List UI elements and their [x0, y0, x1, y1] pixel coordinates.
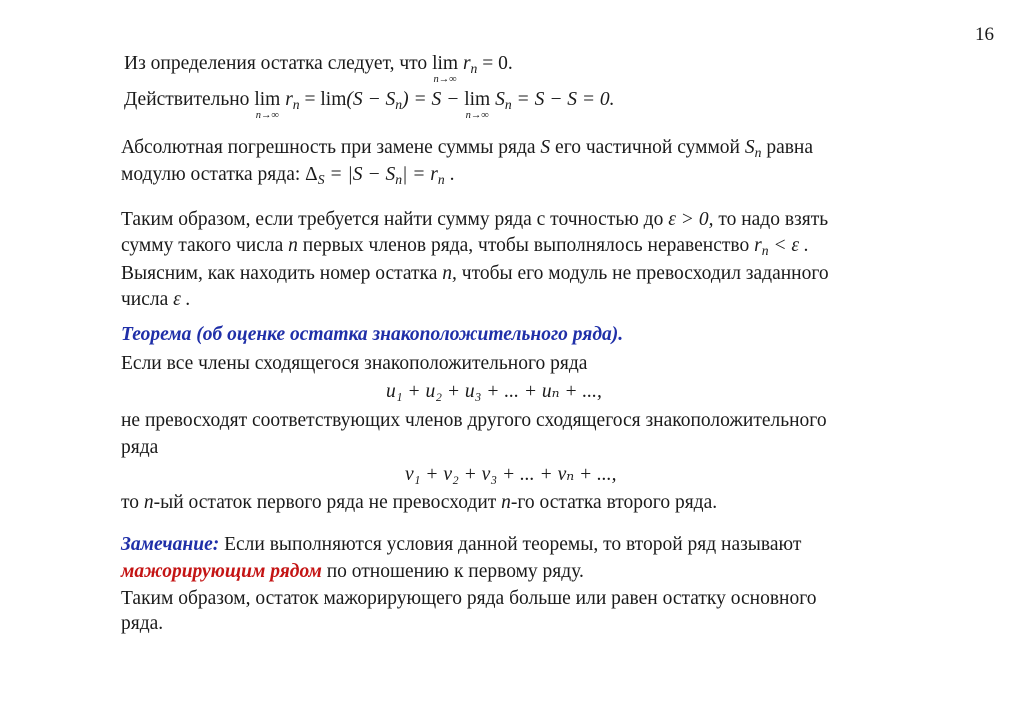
accuracy-line-1: Таким образом, если требуется найти сумму ряда с точностью до ε > 0, то надо взять [121, 209, 829, 230]
accuracy-line-4: числа ε . [121, 289, 191, 310]
limit: lim n→∞ [432, 53, 459, 85]
theorem-title: Теорема (об оценке остатка знакоположительного ряда). [121, 324, 624, 345]
theorem-line-3: ряда [121, 437, 159, 458]
theorem-conclusion: то n-ый остаток первого ряда не превосходит n-го остатка второго ряда. [121, 492, 718, 513]
page-number: 16 [975, 24, 994, 45]
accuracy-line-2: сумму такого числа n первых членов ряда, чтобы выполнялось неравенство $r_n < \varepsilon$ . [121, 235, 809, 259]
absolute-error-line: Абсолютная погрешность при замене суммы ряда S его частичной суммой $S_n$ равна [121, 137, 814, 161]
remark-line-1: Замечание: Если выполняются условия данной теоремы, то второй ряд называют [121, 534, 802, 555]
proof-line: Действительно lim n→∞ $r_n = \lim(S - S_n) = S - \lim$ n→∞ $S_n = S - S = 0$. [124, 89, 615, 121]
series-u: u₁ + u₂ + u₃ + ... + uₙ + ..., [386, 381, 602, 402]
theorem-line-2: не превосходят соответствующих членов другого сходящегося знакоположительного [121, 410, 827, 431]
remark-line-3: Таким образом, остаток мажорирующего ряда больше или равен остатку основного [121, 588, 817, 609]
text: Из определения остатка следует, что [124, 53, 428, 74]
accuracy-line-3: Выясним, как находить номер остатка n, чтобы его модуль не превосходил заданного [121, 263, 829, 284]
limit-remainder-line: Из определения остатка следует, что lim n→∞ $r_n = 0$. [124, 53, 513, 85]
absolute-error-formula: модулю остатка ряда: $\Delta_S = |S - S_n| = r_n$ . [121, 164, 455, 188]
remark-label: Замечание: [121, 534, 220, 555]
remark-line-2: мажорирующим рядом по отношению к первому ряду. [121, 561, 584, 582]
theorem-line-1: Если все члены сходящегося знакоположительного ряда [121, 353, 588, 374]
majorant-term: мажорирующим рядом [121, 561, 322, 582]
series-v: v₁ + v₂ + v₃ + ... + vₙ + ..., [405, 464, 617, 485]
remark-line-4: ряда. [121, 613, 164, 634]
